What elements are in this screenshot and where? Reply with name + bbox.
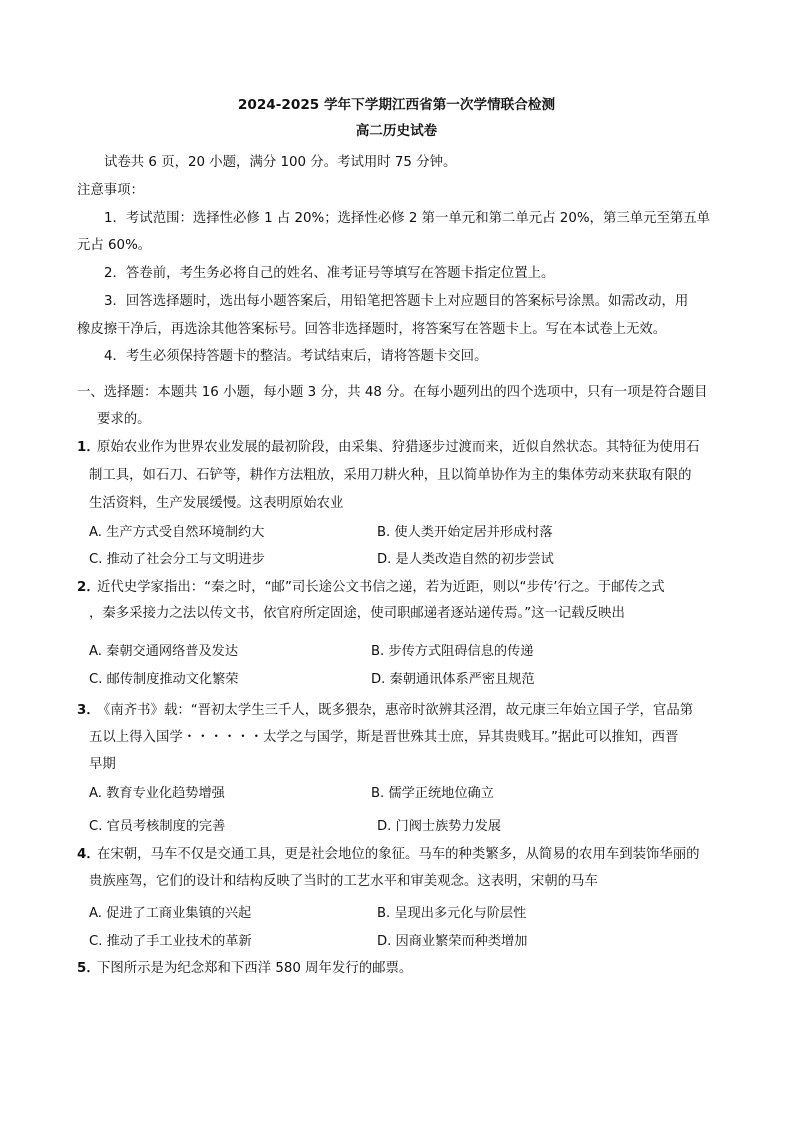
question-5-number: 5． [77, 961, 100, 976]
question-4-number: 4． [77, 847, 100, 862]
question-2-number: 2． [77, 580, 100, 595]
question-1-option-c: C. 推动了社会分工与文明进步 [89, 552, 265, 567]
question-4-option-c: C. 推动了手工业技术的革新 [89, 934, 252, 949]
question-3-line-1: 《南齐书》载：“晋初太学生三千人，既多猥杂，惠帝时欲辨其泾渭，故元康三年始立国子学，官品第 [97, 703, 694, 718]
note-2: 2．答卷前，考生务必将自己的姓名、准考证号等填写在答题卡指定位置上。 [104, 266, 555, 281]
question-3-option-d: D. 门阀士族势力发展 [377, 819, 502, 834]
question-3-number: 3． [77, 703, 100, 718]
question-1-option-d: D. 是人类改造自然的初步尝试 [377, 552, 554, 567]
question-2-option-c: C. 邮传制度推动文化繁荣 [89, 672, 239, 687]
question-1-option-a: A. 生产方式受自然环境制约大 [89, 525, 265, 540]
question-1-number: 1． [77, 440, 100, 455]
question-4-option-d: D. 因商业繁荣而种类增加 [377, 934, 528, 949]
note-1-line-1: 1．考试范围：选择性必修 1 占 20%；选择性必修 2 第一单元和第二单元占 20%，第三单元至第五单 [104, 211, 711, 226]
question-3-line-3: 早期 [89, 757, 116, 772]
question-4-line-2: 贵族座驾，它们的设计和结构反映了当时的工艺水平和审美观念。这表明，宋朝的马车 [89, 874, 598, 889]
question-3-option-b: B. 儒学正统地位确立 [371, 786, 494, 801]
question-2-option-b: B. 步传方式阻碍信息的传递 [371, 644, 534, 659]
question-5-line-1: 下图所示是为纪念郑和下西洋 580 周年发行的邮票。 [97, 961, 413, 976]
question-2-line-1: 近代史学家指出：“秦之时，“邮”司长途公文书信之递，若为近距，则以“步传’行之。于邮传之式 [97, 580, 665, 595]
question-3-option-c: C. 官员考核制度的完善 [89, 819, 226, 834]
question-3-option-a: A. 教育专业化趋势增强 [89, 786, 225, 801]
question-3-line-2: 五以上得入国学・・・・・・太学之与国学，斯是晋世殊其士庶，异其贵贱耳。”据此可以推知，西晋 [89, 730, 679, 745]
question-1-line-3: 生活资料，生产发展缓慢。这表明原始农业 [89, 496, 344, 511]
question-1-option-b: B. 使人类开始定居并形成村落 [377, 525, 553, 540]
exam-subtitle: 高二历史试卷 [355, 123, 438, 139]
section-heading-line-1: 一、选择题：本题共 16 小题，每小题 3 分，共 48 分。在每小题列出的四个选项中，只有一项是符合题目 [77, 385, 708, 400]
note-3-line-2: 橡皮擦干净后，再选涂其他答案标号。回答非选择题时，将答案写在答题卡上。写在本试卷上无效。 [77, 322, 667, 337]
question-4-option-b: B. 呈现出多元化与阶层性 [377, 906, 527, 921]
note-3-line-1: 3．回答选择题时，选出每小题答案后，用铅笔把答题卡上对应题目的答案标号涂黑。如需改动，用 [104, 294, 689, 309]
question-2-option-d: D. 秦朝通讯体系严密且规范 [371, 672, 535, 687]
section-heading-line-2: 要求的。 [97, 412, 151, 427]
question-4-line-1: 在宋朝，马车不仅是交通工具，更是社会地位的象征。马车的种类繁多，从简易的农用车到装饰华丽的 [97, 847, 700, 862]
note-4: 4．考生必须保持答题卡的整洁。考试结束后，请将答题卡交回。 [104, 349, 488, 364]
exam-intro: 试卷共 6 页，20 小题，满分 100 分。考试用时 75 分钟。 [104, 155, 457, 170]
exam-title: 2024-2025 学年下学期江西省第一次学情联合检测 [237, 97, 556, 113]
note-1-line-2: 元占 60%。 [77, 238, 152, 253]
notes-heading: 注意事项： [77, 183, 144, 198]
question-1-line-2: 制工具，如石刀、石铲等，耕作方法粗放，采用刀耕火种，且以简单协作为主的集体劳动来获取有限的 [89, 468, 692, 483]
question-1-line-1: 原始农业作为世界农业发展的最初阶段，由采集、狩猎逐步过渡而来，近似自然状态。其特征为使用石 [97, 440, 700, 455]
question-2-line-2: ，秦多采接力之法以传文书，依官府所定固途，使司职邮递者逐站递传焉。”这一记载反映出 [89, 606, 625, 621]
question-2-option-a: A. 秦朝交通网络普及发达 [89, 644, 239, 659]
question-4-option-a: A. 促进了工商业集镇的兴起 [89, 906, 252, 921]
